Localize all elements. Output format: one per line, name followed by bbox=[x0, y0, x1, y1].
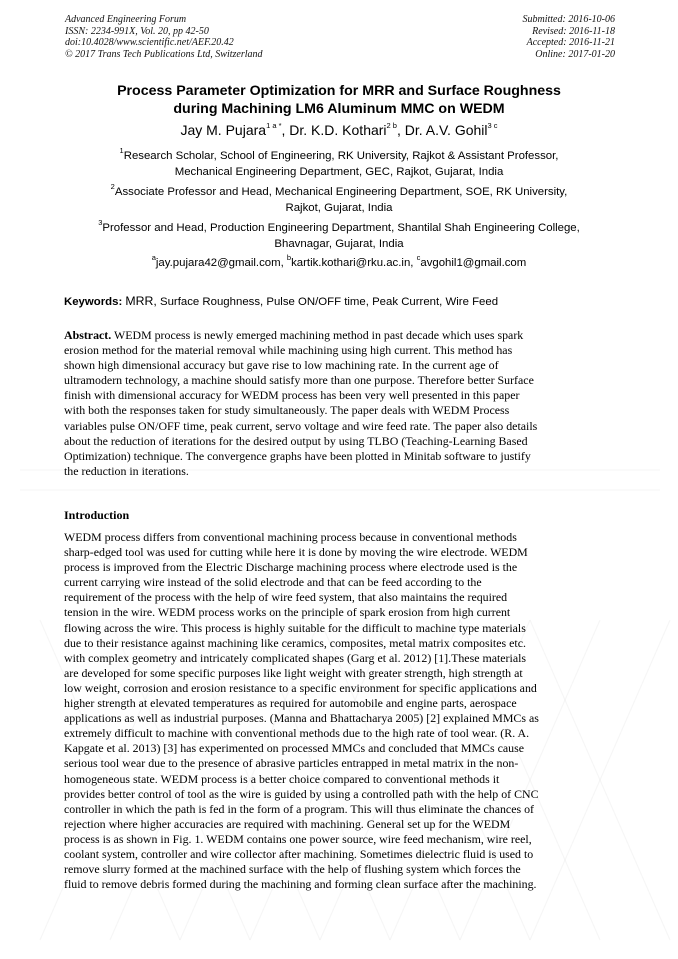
keywords-label: Keywords: bbox=[64, 296, 123, 308]
date-revised: Revised: 2016-11-18 bbox=[532, 25, 615, 37]
affiliation-2 bbox=[50, 182, 628, 216]
intro-line: provides better control of tool as the wire is guided by using a controlled path with the help of CNC bbox=[64, 786, 539, 801]
journal-info bbox=[65, 14, 263, 60]
intro-line: process is improved from the Electric Discharge machining process where electrode used is the bbox=[64, 560, 518, 575]
abstract-line: erosion method for the material removal while machining using high current. This method has bbox=[64, 343, 513, 358]
intro-line: applications as well as industrial purposes. (Manna and Bhattacharya 2005) [2] explained MMCs as bbox=[64, 711, 539, 726]
intro-line: low weight, corrosion and erosion resistance to a specific environment for specific applications and bbox=[64, 680, 537, 695]
date-submitted: Submitted: 2016-10-06 bbox=[522, 14, 615, 25]
email-address[interactable]: avgohil1@gmail.com bbox=[420, 257, 527, 269]
keywords bbox=[64, 294, 624, 309]
intro-line: with complex geometry and intricately complicated shapes (Garg et al. 2012) [1].These materials bbox=[64, 650, 527, 665]
author-separator: , bbox=[396, 122, 405, 138]
email-marker: a bbox=[151, 253, 156, 263]
introduction-body bbox=[64, 530, 614, 892]
author-marker: 1 a * bbox=[266, 121, 282, 131]
title-line: during Machining LM6 Aluminum MMC on WEDM bbox=[173, 101, 505, 117]
author-name: Dr. K.D. Kothari bbox=[289, 122, 387, 138]
author-name: Jay M. Pujara bbox=[180, 122, 267, 138]
intro-line: tension in the wire. WEDM process works on the principle of spark erosion from high current bbox=[64, 605, 511, 620]
title-line: Process Parameter Optimization for MRR and Surface Roughness bbox=[117, 83, 561, 99]
intro-line: due to their resistance against machining like ceramics, composites, metal matrix composites etc. bbox=[64, 635, 526, 650]
abstract bbox=[64, 328, 614, 479]
date-online: Online: 2017-01-20 bbox=[535, 48, 615, 60]
affiliation-text: Associate Professor and Head, Mechanical Engineering Department, SOE, RK University, bbox=[114, 186, 568, 198]
affiliation-3 bbox=[50, 218, 628, 252]
abstract-line: Optimization) technique. The convergence graphs have been plotted in Minitab software to justify bbox=[64, 448, 531, 463]
intro-line: coolant system, controller and wire collector after machining. Sometimes dielectric fluid is used to bbox=[64, 846, 534, 861]
affiliation-number: 3 bbox=[98, 218, 103, 228]
journal-issn: ISSN: 2234-991X, Vol. 20, pp 42-50 bbox=[65, 25, 209, 37]
intro-line: Kapgate et al. 2013) [3] has experimented on processed MMCs and concluded that MMCs cause bbox=[64, 741, 524, 756]
author-name: Dr. A.V. Gohil bbox=[404, 122, 488, 138]
abstract-label: Abstract. bbox=[64, 328, 112, 342]
date-accepted: Accepted: 2016-11-21 bbox=[526, 37, 615, 48]
affiliation-text: Bhavnagar, Gujarat, India bbox=[274, 237, 404, 250]
author-marker: 2 b bbox=[386, 121, 397, 131]
intro-line: current carrying wire instead of the solid electrode and that can be feed according to the bbox=[64, 575, 482, 590]
intro-line: extremely difficult to machine with conventional methods due to the high rate of tool wear. (R. A. bbox=[64, 726, 530, 741]
paper-title bbox=[60, 82, 618, 118]
abstract-line: finish with dimensional accuracy for WEDM process has been very well presented in this paper bbox=[64, 388, 520, 403]
email-address[interactable]: jay.pujara42@gmail.com, bbox=[155, 257, 287, 269]
affiliation-text: Research Scholar, School of Engineering, RK University, Rajkot & Assistant Professor, bbox=[123, 150, 559, 162]
abstract-line: WEDM process is newly emerged machining method in past decade which uses spark bbox=[111, 328, 524, 342]
intro-line: remove slurry formed at the machined surface with the help of flushing system which forces the bbox=[64, 862, 521, 877]
journal-copyright: © 2017 Trans Tech Publications Ltd, Switzerland bbox=[65, 48, 263, 60]
journal-name: Advanced Engineering Forum bbox=[65, 14, 187, 25]
email-marker: b bbox=[286, 253, 292, 263]
abstract-line: shown high dimensional accuracy but gave rise to low machining rate. In the current age of bbox=[64, 358, 499, 373]
intro-line: controller in which the path is fed in the form of a program. This will thus eliminate the chances of bbox=[64, 801, 534, 816]
abstract-line: ultramodern technology, a machine should satisfy more than one purpose. Therefore better Surface bbox=[64, 373, 534, 388]
author-separator: , bbox=[281, 122, 290, 138]
affiliation-1 bbox=[50, 146, 628, 180]
abstract-line: the reduction in iterations. bbox=[64, 463, 189, 478]
intro-line: higher strength at elevated temperatures as required for automobile and engine parts, aerospace bbox=[64, 696, 517, 711]
affiliation-text: Mechanical Engineering Department, GEC, Rajkot, Gujarat, India bbox=[174, 165, 504, 178]
intro-line: process is as shown in Fig. 1. WEDM contains one power source, wire feed mechanism, wire reel, bbox=[64, 831, 532, 846]
intro-line: rejection where higher accuracies are required with machining. General set up for the WEDM bbox=[64, 816, 511, 831]
section-heading-introduction: Introduction bbox=[64, 508, 130, 522]
abstract-line: about the reduction of iterations for the desired output by using TLBO (Teaching-Learning Based bbox=[64, 433, 528, 448]
affiliation-text: Professor and Head, Production Engineering Department, Shantilal Shah Engineering College, bbox=[102, 222, 580, 234]
email-address[interactable]: kartik.kothari@rku.ac.in, bbox=[291, 257, 417, 269]
abstract-line: variables pulse ON/OFF time, peak current, servo voltage and wire feed rate. The paper also details bbox=[64, 418, 538, 433]
author-emails bbox=[50, 253, 628, 272]
author-list bbox=[40, 121, 638, 139]
submission-dates bbox=[523, 14, 616, 60]
intro-line: homogeneous state. WEDM process is a better choice compared to conventional methods it bbox=[64, 771, 500, 786]
keyword-first: MRR, bbox=[125, 294, 157, 308]
intro-line: serious tool wear due to the presence of abrasive particles entrapped in metal matrix in the non- bbox=[64, 756, 519, 771]
intro-line: WEDM process differs from conventional machining process because in conventional methods bbox=[64, 530, 517, 544]
affiliation-number: 1 bbox=[119, 146, 124, 156]
affiliation-number: 2 bbox=[110, 182, 115, 192]
intro-line: are developed for some specific purposes like light weight with greater strength, high strength at bbox=[64, 665, 523, 680]
journal-doi: doi:10.4028/www.scientific.net/AEF.20.42 bbox=[65, 37, 234, 48]
abstract-line: with both the responses taken for study simultaneously. The paper deals with WEDM Process bbox=[64, 403, 510, 418]
keywords-list: Surface Roughness, Pulse ON/OFF time, Peak Current, Wire Feed bbox=[156, 296, 499, 308]
intro-line: requirement of the process with the help of wire feed system, that also maintains the required bbox=[64, 590, 508, 605]
intro-line: fluid to remove debris formed during the machining and forming clean surface after the machining. bbox=[64, 877, 537, 892]
intro-line: sharp-edged tool was used for cutting while here it is done by moving the wire electrode. WEDM bbox=[64, 545, 528, 560]
email-marker: c bbox=[416, 253, 421, 263]
intro-line: flowing across the wire. This process is highly suitable for the difficult to machine type materials bbox=[64, 620, 526, 635]
affiliation-text: Rajkot, Gujarat, India bbox=[285, 201, 393, 214]
author-marker: 3 c bbox=[487, 121, 498, 131]
